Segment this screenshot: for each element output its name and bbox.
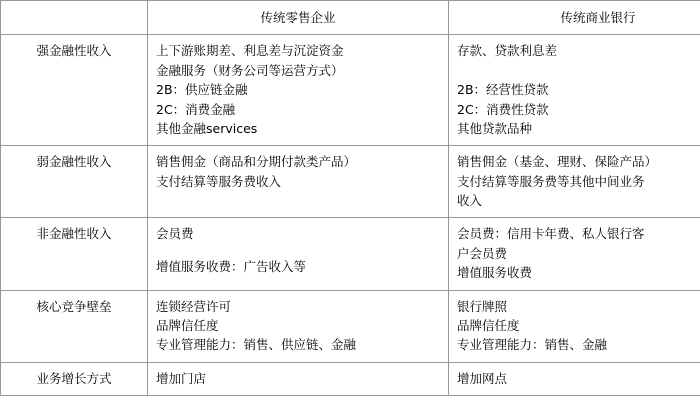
row-core-barrier-bank <box>449 290 700 362</box>
cell-line: 增加门店 <box>156 370 207 386</box>
cell-line: 2C：消费性贷款 <box>457 101 549 117</box>
cell-line: 收入 <box>457 193 483 208</box>
cell-line: 销售佣金（基金、理财、保险产品） <box>457 154 658 170</box>
cell-line: 支付结算等服务费等其他中间业务 <box>457 173 645 189</box>
cell-line: 支付结算等服务费收入 <box>156 173 282 189</box>
cell-line: 品牌信任度 <box>156 317 219 333</box>
cell-line: 销售佣金（商品和分期付款类产品） <box>156 154 357 170</box>
cell-line: 其他金融services <box>156 120 258 136</box>
row-weak-financial-retail <box>148 146 449 218</box>
table-row <box>1 35 700 146</box>
cell-line: 专业管理能力：销售、供应链、金融 <box>156 337 357 353</box>
cell-line: 2B：经营性贷款 <box>457 82 549 98</box>
row-non-financial-retail <box>148 218 449 290</box>
cell-line: 户会员费 <box>457 245 508 261</box>
row-label-growth-mode: 业务增长方式 <box>1 362 148 395</box>
row-core-barrier-retail <box>148 290 449 362</box>
header-col-b: 传统商业银行 <box>449 1 700 35</box>
table-row <box>1 218 700 290</box>
cell-line: 存款、贷款利息差 <box>457 43 558 59</box>
row-label-core-barrier: 核心竞争壁垒 <box>1 290 148 362</box>
cell-line: 品牌信任度 <box>457 317 520 333</box>
cell-line: 增加网点 <box>457 370 508 386</box>
header-col-a: 传统零售企业 <box>148 1 449 35</box>
cell-line: 专业管理能力：销售、金融 <box>457 337 608 353</box>
row-weak-financial-bank <box>449 146 700 218</box>
row-strong-financial-retail <box>148 35 449 146</box>
cell-line: 会员费 <box>156 226 194 242</box>
cell-line: 金融服务（财务公司等运营方式） <box>156 62 344 78</box>
row-growth-mode-retail <box>148 362 449 395</box>
table-row <box>1 290 700 362</box>
cell-line: 增值服务收费：广告收入等 <box>156 258 307 274</box>
cell-line: 连锁经营许可 <box>156 298 232 314</box>
cell-line: 增值服务收费 <box>457 265 533 281</box>
cell-line: 2B：供应链金融 <box>156 82 248 98</box>
cell-line: 上下游账期差、利息差与沉淀资金 <box>156 43 344 59</box>
table-header-row <box>1 1 700 35</box>
cell-line: 会员费：信用卡年费、私人银行客 <box>457 226 645 242</box>
row-growth-mode-bank <box>449 362 700 395</box>
cell-line-spacer <box>457 61 700 80</box>
cell-line: 银行牌照 <box>457 298 508 314</box>
row-label-strong-financial: 强金融性收入 <box>1 35 148 146</box>
table-row <box>1 146 700 218</box>
row-label-non-financial: 非金融性收入 <box>1 218 148 290</box>
header-blank-cell <box>1 1 148 35</box>
table-row <box>1 362 700 395</box>
cell-line: 其他贷款品种 <box>457 120 533 136</box>
row-strong-financial-bank <box>449 35 700 146</box>
cell-line: 2C：消费金融 <box>156 101 236 117</box>
row-non-financial-bank <box>449 218 700 290</box>
row-label-weak-financial: 弱金融性收入 <box>1 146 148 218</box>
